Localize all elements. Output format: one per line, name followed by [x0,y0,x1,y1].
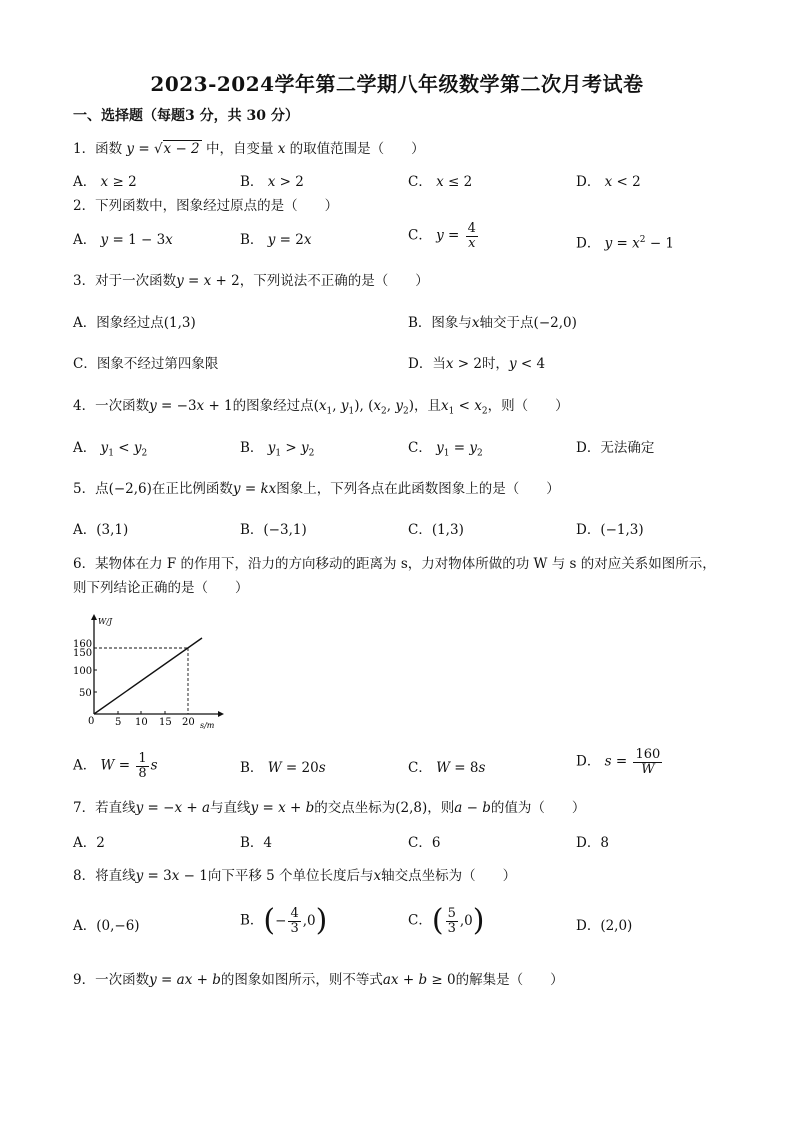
question-2: 2．下列函数中，图象经过原点的是（ ） [73,198,339,214]
question-6-line-1: 6．某物体在力 F 的作用下，沿力的方向移动的距离为 s，力对物体所做的功 W 与 s 的对应关系如图所示， [73,556,716,572]
q6-option-b[interactable]: B． W = 20s [240,760,326,776]
work-line [94,638,202,714]
question-7: 7．若直线y = −x + a与直线y = x + b的交点坐标为(2,8)，则a − b的值为（ ） [73,800,586,816]
q3-option-a[interactable]: A．图象经过点(1,3) [73,315,196,331]
x-tick-5: 5 [115,717,122,728]
q5-option-d[interactable]: D．(−1,3) [576,522,644,538]
q5-option-a[interactable]: A．(3,1) [73,522,129,538]
q4-option-d[interactable]: D．无法确定 [576,440,655,456]
q1-middle: 中，自变量 [205,141,274,157]
work-distance-graph [70,612,230,734]
origin-label: 0 [88,716,95,727]
q1-suffix: 的取值范围是（ ） [289,141,425,157]
q8-option-c[interactable]: C． ( $\frac{5}{3}$ ,0 ) [408,903,485,938]
q5-option-c[interactable]: C．(1,3) [408,522,464,538]
q4-option-b[interactable]: B． $y_1 > y_2$ [240,440,315,459]
q8-option-b[interactable]: B． ( − $\frac{4}{3}$ ,0 ) [240,903,328,938]
x-tick-15: 15 [159,717,172,728]
q3-option-d[interactable]: D．当x > 2时，y < 4 [408,356,546,372]
q5-option-b[interactable]: B．(−3,1) [240,522,307,538]
x-tick-10: 10 [135,717,148,728]
question-8: 8．将直线y = 3x − 1向下平移 5 个单位长度后与x轴交点坐标为（ ） [73,868,517,884]
q2-option-d[interactable]: D． $y = x^2 - 1$ [576,235,675,252]
q7-option-d[interactable]: D．8 [576,835,609,851]
q3-option-b[interactable]: B．图象与x轴交于点(−2,0) [408,315,577,331]
question-9: 9．一次函数y = ax + b的图象如图所示，则不等式ax + b ≥ 0的解集是（ ） [73,972,564,988]
q4-option-a[interactable]: A． $y_1 < y_2$ [73,440,148,459]
q1-prefix: 1．函数 [73,141,123,157]
q1-option-a[interactable]: A． x ≥ 2 [73,174,137,190]
q2-option-b[interactable]: B． y = 2x [240,232,312,248]
q7-option-c[interactable]: C．6 [408,835,441,851]
y-axis-arrow-icon [91,614,97,620]
section-heading: 一、选择题（每题3 分，共 30 分） [73,108,299,124]
x-axis-arrow-icon [218,711,224,717]
question-4: 4．一次函数y = −3x + 1的图象经过点($x_1$, $y_1$), ($x_2$, $y_2$)，且$x_1 < x_2$，则（ ） [73,398,569,417]
y-axis-label: W/J [98,617,113,626]
question-3: 3．对于一次函数y = x + 2，下列说法不正确的是（ ） [73,273,429,289]
question-1: 1．函数 y = √x − 2 中，自变量 x 的取值范围是（ ） [73,141,425,157]
x-tick-20: 20 [182,717,195,728]
q7-option-b[interactable]: B．4 [240,835,273,851]
exam-title: 2023-2024学年第二学期八年级数学第二次月考试卷 [150,72,644,96]
q8-option-d[interactable]: D．(2,0) [576,918,633,934]
q3-option-c[interactable]: C．图象不经过第四象限 [73,356,219,372]
y-tick-160: 160 [73,639,93,650]
x-axis-label: s/m [200,721,215,730]
q1-option-d[interactable]: D． x < 2 [576,174,641,190]
question-6-line-2: 则下列结论正确的是（ ） [73,580,249,596]
q1-option-b[interactable]: B． x > 2 [240,174,304,190]
question-5: 5．点(−2,6)在正比例函数y = kx图象上，下列各点在此函数图象上的是（ ） [73,481,560,497]
q7-option-a[interactable]: A．2 [73,835,105,851]
y-tick-50: 50 [79,688,92,699]
q1-option-c[interactable]: C． x ≤ 2 [408,174,473,190]
q2-option-a[interactable]: A． y = 1 − 3x [73,232,173,248]
q6-option-a[interactable]: A． W = $\frac{1}{8}$ s [73,751,158,781]
y-tick-100: 100 [73,666,93,677]
q6-option-c[interactable]: C． W = 8s [408,760,486,776]
q6-option-d[interactable]: D． s = $\frac{160}{W}$ [576,747,661,777]
y-tick-150: 150 [73,648,93,659]
q2-option-c[interactable]: C． y = $\frac{4}{x}$ [408,221,476,251]
q8-option-a[interactable]: A．(0,−6) [73,918,140,934]
q4-option-c[interactable]: C． $y_1 = y_2$ [408,440,483,459]
